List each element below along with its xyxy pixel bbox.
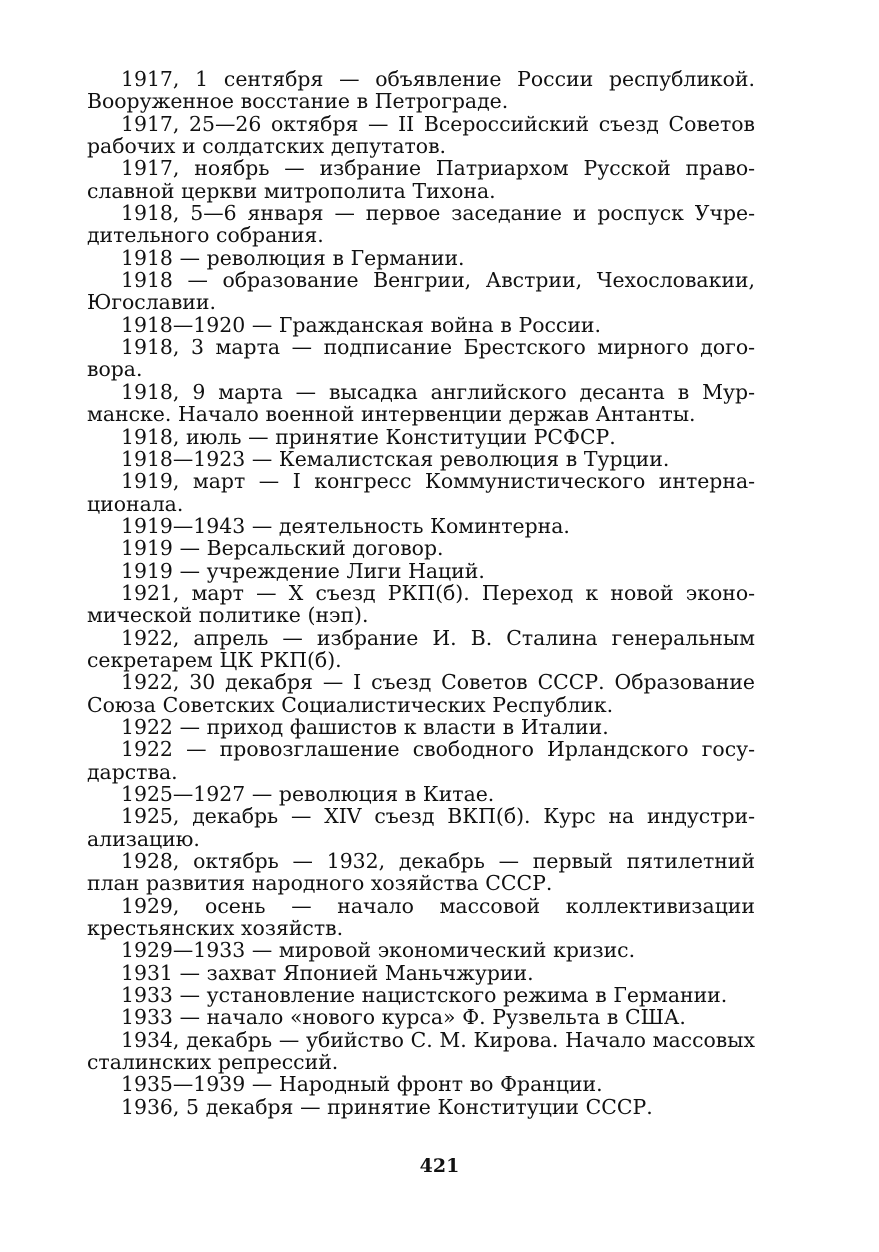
chronology-entry: 1921, март — X съезд РКП(б). Переход к новой экономической политике (нэп). — [87, 580, 755, 628]
chronology-entry: 1918—1920 — Гражданская война в России. — [121, 312, 602, 337]
chronology-entry: 1919—1943 — деятельность Коминтерна. — [121, 513, 570, 538]
chronology-entry: 1928, октябрь — 1932, декабрь — первый пятилетний план развития народного хозяйства СССР. — [87, 849, 755, 896]
chronology-entry: 1936, 5 декабря — принятие Конституции СССР. — [121, 1094, 653, 1119]
chronology-entry: 1918, 9 марта — высадка английского десанта в Мурманске. Начало военной интервенции держав Антанты. — [87, 379, 755, 427]
chronology-entry: 1935—1939 — Народный фронт во Франции. — [121, 1072, 603, 1097]
chronology-entry: 1917, 1 сентября — объявление России республикой. Вооруженное восстание в Петрограде. — [87, 67, 755, 114]
chronology-entry: 1933 — установление нацистского режима в Германии. — [121, 983, 728, 1008]
chronology-entry: 1925—1927 — революция в Китае. — [121, 782, 495, 806]
chronology-entry: 1931 — захват Японией Маньчжурии. — [121, 960, 534, 985]
chronology-entry: 1934, декабрь — убийство С. М. Кирова. Начало массовых сталинских репрессий. — [87, 1027, 755, 1075]
chronology-entry: 1925, декабрь — XIV съезд ВКП(б). Курс на индустриализацию. — [87, 804, 755, 851]
chronology-entry: 1919, март — I конгресс Коммунистического интернационала. — [87, 469, 755, 516]
page-number: 421 — [419, 1155, 460, 1177]
chronology-entry: 1919 — Версальский договор. — [121, 536, 444, 561]
chronology-entry: 1917, ноябрь — избрание Патриархом Русской православной церкви митрополита Тихона. — [87, 156, 755, 203]
chronology-entry: 1918—1923 — Кемалистская революция в Турции. — [121, 446, 670, 471]
chronology-entry: 1919 — учреждение Лиги Наций. — [121, 558, 485, 583]
chronology-entry: 1929, осень — начало массовой коллективизации крестьянских хозяйств. — [87, 893, 755, 941]
chronology-entry: 1929—1933 — мировой экономический кризис. — [121, 938, 636, 963]
chronology-entry: 1918, 5—6 января — первое заседание и роспуск Учредительного собрания. — [87, 201, 755, 248]
chronology-entry: 1922 — провозглашение свободного Ирландского государства. — [87, 737, 755, 784]
chronology-entry: 1918 — образование Венгрии, Австрии, Чехословакии, Югославии. — [87, 268, 755, 315]
chronology-entry: 1918, июль — принятие Конституции РСФСР. — [121, 424, 616, 449]
chronology-entry: 1922, 30 декабря — I съезд Советов СССР. Образование Союза Советских Социалистических Республик. — [87, 670, 755, 717]
chronology-entry: 1922, апрель — избрание И. В. Сталина генеральным секретарем ЦК РКП(б). — [87, 625, 755, 672]
chronology-entry: 1917, 25—26 октября — II Всероссийский съезд Советов рабочих и солдатских депутатов. — [87, 111, 755, 159]
chronology-entry: 1933 — начало «нового курса» Ф. Рузвельта в США. — [121, 1005, 686, 1030]
chronology-entry: 1918 — революция в Германии. — [121, 245, 465, 270]
chronology-list — [87, 68, 755, 1118]
chronology-entry: 1918, 3 марта — подписание Брестского мирного договора. — [87, 335, 755, 382]
chronology-entry: 1922 — приход фашистов к власти в Италии. — [121, 714, 609, 739]
